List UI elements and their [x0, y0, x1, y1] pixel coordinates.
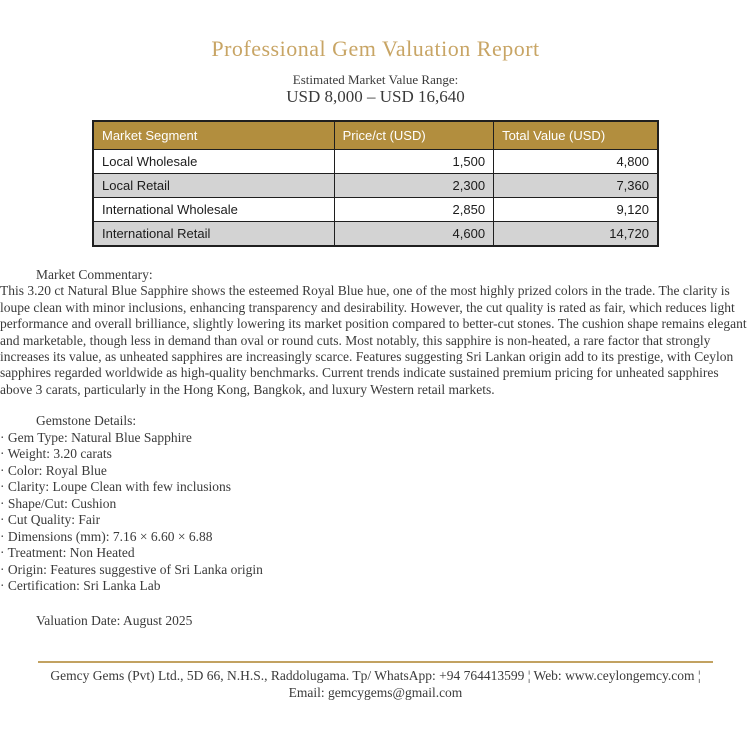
market-commentary-text: This 3.20 ct Natural Blue Sapphire shows the esteemed Royal Blue hue, one of the most highly prized colors in the trade. The clarity is loupe clean with minor inclusions, enhancing transparency and desirability. However, the cut quality is rated as fair, which reduces light performance and overall brilliance, slightly lowering its market position compared to better-cut stones. The cushion shape remains elegant and marketable, though less in demand than oval or round cuts. Most notably, this sapphire is non-heated, a rare factor that strongly increases its value, as unheated sapphires are increasingly scarce. Features suggesting Sri Lankan origin add to its prestige, with Ceylon sapphires regarded worldwide as high-quality benchmarks. Current trends indicate sustained premium pricing for unheated sapphires above 3 carats, particularly in the Hong Kong, Bangkok, and luxury Western retail markets.: [0, 283, 747, 397]
value-range: USD 8,000 – USD 16,640: [286, 87, 465, 106]
market-segment-table: [92, 120, 659, 247]
detail-item-treatment: · Treatment: Non Heated: [0, 545, 135, 561]
total-cell: 9,120: [494, 198, 658, 222]
detail-item-color: · Color: Royal Blue: [0, 462, 107, 478]
table-header-row: [93, 121, 658, 150]
market-commentary-heading: Market Commentary:: [36, 267, 153, 282]
table-row: [93, 222, 658, 247]
table-row: [93, 198, 658, 222]
price-cell: 1,500: [334, 150, 493, 174]
price-cell: 4,600: [334, 222, 493, 247]
detail-item-cut-quality: · Cut Quality: Fair: [0, 512, 101, 528]
gemstone-details-list: [0, 430, 751, 595]
detail-item-certification: · Certification: Sri Lanka Lab: [0, 578, 161, 594]
total-cell: 7,360: [494, 174, 658, 198]
value-range-label: Estimated Market Value Range:: [292, 72, 459, 87]
segment-cell: International Wholesale: [93, 198, 334, 222]
footer-email-line: Email: gemcygems@gmail.com: [288, 685, 463, 700]
valuation-date: Valuation Date: August 2025: [36, 612, 193, 628]
segment-cell: Local Wholesale: [93, 150, 334, 174]
gemstone-details-heading: Gemstone Details:: [36, 413, 137, 429]
segment-cell: Local Retail: [93, 174, 334, 198]
detail-item-origin: · Origin: Features suggestive of Sri Lanka origin: [0, 561, 263, 577]
column-header-price-per-ct: Price/ct (USD): [334, 121, 493, 150]
report-footer: [38, 661, 713, 701]
segment-cell: International Retail: [93, 222, 334, 247]
detail-item-weight: · Weight: 3.20 carats: [0, 446, 112, 462]
table-row: [93, 174, 658, 198]
footer-contact-line: Gemcy Gems (Pvt) Ltd., 5D 66, N.H.S., Raddolugama. Tp/ WhatsApp: +94 764413599 ¦ Web: www.ceylongemcy.com ¦: [50, 668, 701, 683]
price-cell: 2,850: [334, 198, 493, 222]
column-header-total-value: Total Value (USD): [494, 121, 658, 150]
table-row: [93, 150, 658, 174]
detail-item-clarity: · Clarity: Loupe Clean with few inclusions: [0, 479, 231, 495]
total-cell: 14,720: [494, 222, 658, 247]
total-cell: 4,800: [494, 150, 658, 174]
page-title: Professional Gem Valuation Report: [211, 36, 540, 61]
column-header-market-segment: Market Segment: [93, 121, 334, 150]
detail-item-gem-type: · Gem Type: Natural Blue Sapphire: [0, 429, 192, 445]
price-cell: 2,300: [334, 174, 493, 198]
detail-item-shape-cut: · Shape/Cut: Cushion: [0, 495, 117, 511]
detail-item-dimensions: · Dimensions (mm): 7.16 × 6.60 × 6.88: [0, 528, 213, 544]
